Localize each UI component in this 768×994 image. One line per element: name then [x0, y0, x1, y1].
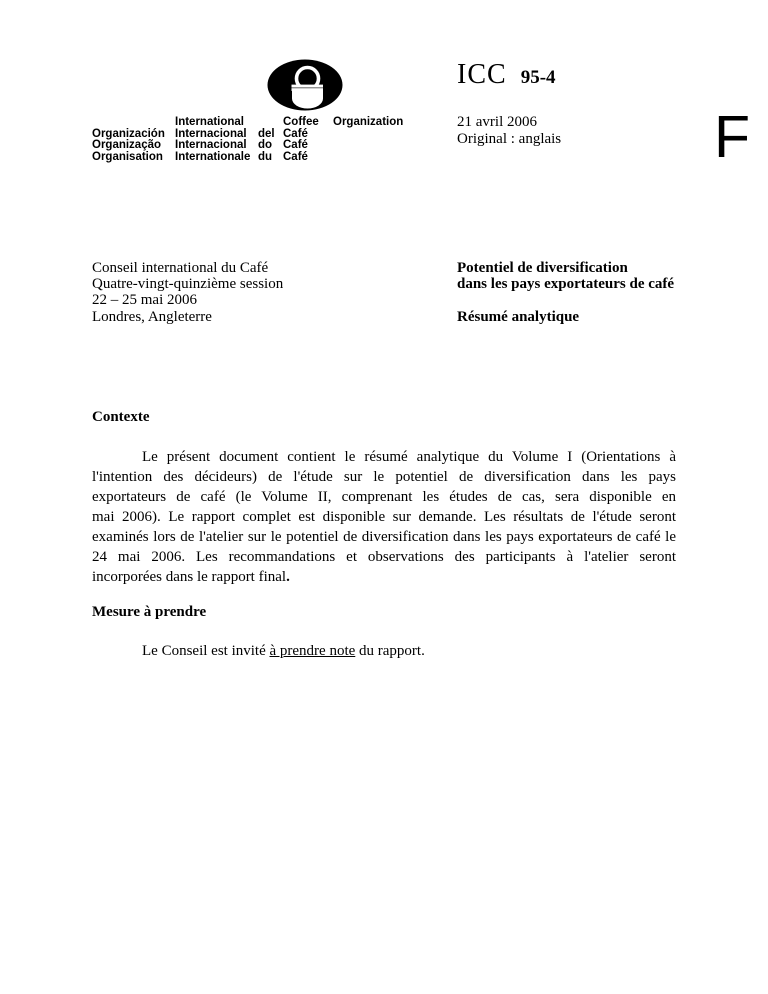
- paragraph-last-period: .: [286, 569, 290, 585]
- org-cell: do: [258, 139, 273, 152]
- org-cell: Organisation: [92, 151, 163, 164]
- document-date: 21 avril 2006: [457, 114, 537, 130]
- org-cell: Coffee: [283, 116, 319, 128]
- document-subtitle: Résumé analytique: [457, 308, 580, 325]
- org-cell: [92, 117, 175, 129]
- paragraph-last-text: incorporées dans le rapport final: [92, 569, 287, 585]
- org-cell: International: [175, 116, 245, 128]
- org-cell: Internacional: [175, 139, 247, 152]
- org-cell: Café: [283, 151, 308, 164]
- org-cell: [258, 117, 283, 129]
- org-cell: Internationale: [175, 151, 251, 164]
- session-number: Quatre-vingt-quinzième session: [92, 276, 284, 293]
- paragraph-line: 24 mai 2006. Les recommandations et observations des participants à l'atelier seront: [92, 549, 676, 565]
- paragraph-line: [92, 567, 676, 587]
- org-cell: Organization: [333, 116, 404, 128]
- action-prefix: Le Conseil est invité: [142, 643, 270, 659]
- context-paragraph: [92, 447, 676, 587]
- org-cell: Café: [283, 139, 308, 152]
- action-suffix: du rapport.: [355, 643, 425, 659]
- session-location: Londres, Angleterre: [92, 308, 212, 325]
- session-info: [92, 260, 283, 325]
- spacer-line: [457, 292, 674, 308]
- context-heading: Contexte: [92, 409, 150, 425]
- action-line: [92, 641, 676, 661]
- paragraph-line: exportateurs de café (le Volume II, comprenant les études de cas, sera disponible en: [92, 489, 676, 505]
- org-cell: [333, 129, 422, 141]
- doc-number: 95-4: [520, 67, 556, 88]
- language-indicator: F: [714, 104, 751, 170]
- session-dates: 22 – 25 mai 2006: [92, 292, 197, 309]
- org-cell: Café: [283, 127, 308, 140]
- document-reference: [457, 61, 556, 89]
- document-title-block: [457, 260, 674, 325]
- document-title-line: Potentiel de diversification: [457, 260, 628, 276]
- org-cell: [333, 140, 422, 152]
- action-underlined: à prendre note: [269, 643, 356, 659]
- paragraph-line: examinés lors de l'atelier sur le potentiel de diversification dans les pays exportateurs de café le: [92, 529, 676, 545]
- org-cell: du: [258, 151, 273, 164]
- org-cell: Organización: [92, 127, 165, 140]
- org-cell: [333, 152, 422, 164]
- date-block: [457, 114, 561, 148]
- doc-series: ICC: [457, 59, 507, 90]
- ico-coffee-cup-logo-icon: [264, 56, 346, 114]
- paragraph-line: l'intention des décideurs) de l'étude sur le potentiel de diversification dans les pays: [92, 469, 676, 485]
- paragraph-line: Le présent document contient le résumé analytique du Volume I (Orientations à: [142, 449, 676, 465]
- original-language: Original : anglais: [457, 131, 562, 147]
- org-cell: Internacional: [175, 127, 247, 140]
- measure-heading: Mesure à prendre: [92, 604, 207, 620]
- document-title-line: dans les pays exportateurs de café: [457, 276, 675, 293]
- org-names-block: [92, 117, 422, 164]
- org-cell: del: [258, 127, 275, 140]
- ico-logo: [264, 56, 346, 114]
- session-body: Conseil international du Café: [92, 260, 269, 276]
- org-cell: Organização: [92, 139, 162, 152]
- paragraph-line: mai 2006). Le rapport complet est disponible sur demande. Les résultats de l'étude seront: [92, 509, 676, 525]
